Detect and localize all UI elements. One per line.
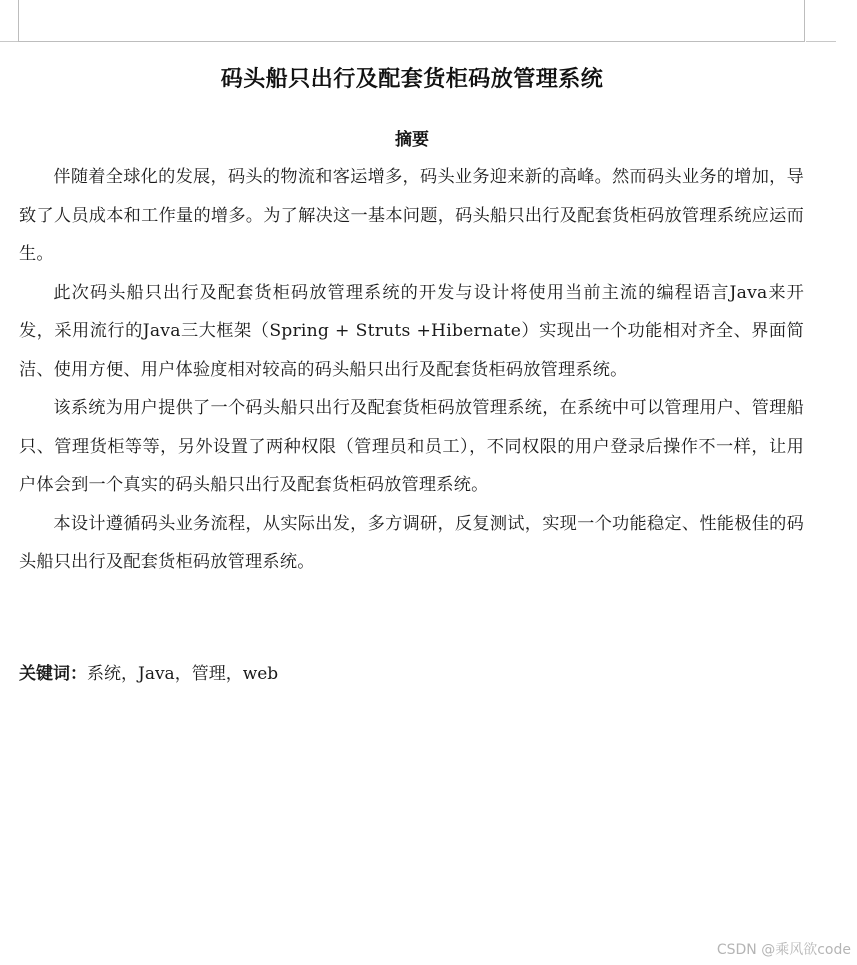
abstract-paragraph-4: 本设计遵循码头业务流程，从实际出发，多方调研，反复测试，实现一个功能稳定、性能极佳的码头船只出行及配套货柜码放管理系统。 — [19, 513, 804, 572]
watermark: CSDN @乘风欲code — [716, 942, 851, 958]
abstract-paragraph-1: 伴随着全球化的发展，码头的物流和客运增多，码头业务迎来新的高峰。然而码头业务的增加，导致了人员成本和工作量的增多。为了解决这一基本问题，码头船只出行及配套货柜码放管理系统应运而生。 — [19, 167, 804, 264]
keywords-line — [19, 656, 804, 692]
document-title: 码头船只出行及配套货柜码放管理系统 — [220, 67, 604, 92]
keywords-value: 系统，Java，管理，web — [87, 664, 279, 684]
page-corner-mark-right — [806, 41, 836, 42]
abstract-heading: 摘要 — [395, 130, 429, 150]
keywords-label: 关键词： — [19, 664, 87, 684]
page-corner-mark-left — [0, 41, 18, 42]
page-header-frame — [18, 0, 805, 42]
abstract-paragraph-2: 此次码头船只出行及配套货柜码放管理系统的开发与设计将使用当前主流的编程语言Java来开发，采用流行的Java三大框架（Spring + Struts +Hibernate）实现出一个功能相对齐全、界面简洁、使用方便、用户体验度相对较高的码头船只出行及配套货柜码放管理系统。 — [19, 282, 804, 380]
abstract-paragraph-3: 该系统为用户提供了一个码头船只出行及配套货柜码放管理系统，在系统中可以管理用户、管理船只、管理货柜等等，另外设置了两种权限（管理员和员工），不同权限的用户登录后操作不一样，让用户体会到一个真实的码头船只出行及配套货柜码放管理系统。 — [19, 398, 804, 495]
abstract-body — [19, 158, 804, 582]
